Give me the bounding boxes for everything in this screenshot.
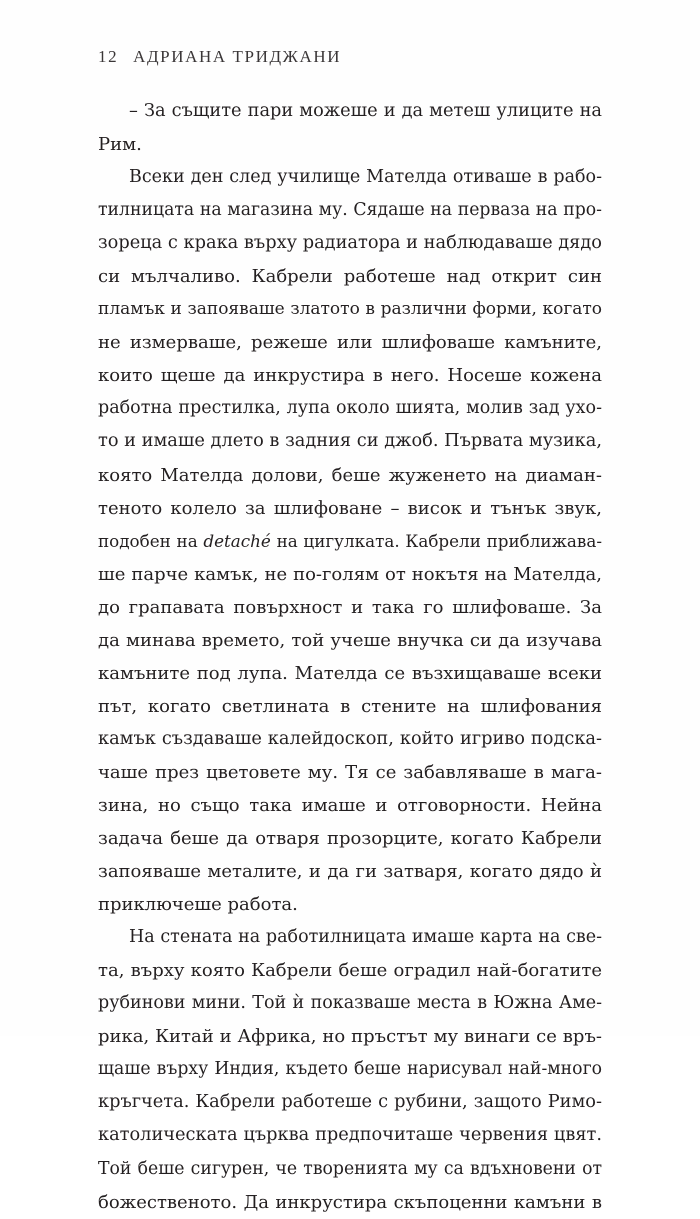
text-line: теното колело за шлифоване – висок и тънък звук, xyxy=(98,497,602,519)
text-line-mixed xyxy=(98,525,602,558)
running-header xyxy=(98,47,341,67)
text-line: зина, но също така имаше и отговорности. Нейна xyxy=(98,794,602,816)
text-line: да минава времето, той учеше внучка си да изучава xyxy=(98,629,602,651)
text-line: пламък и запояваше златото в различни форми, когато xyxy=(98,299,602,320)
text-line: задача беше да отваря прозорците, когато Кабрели xyxy=(98,828,602,850)
author-name: АДРИАНА ТРИДЖАНИ xyxy=(133,47,342,66)
text-line: католическата църква предпочиташе червения цвят. xyxy=(98,1125,602,1146)
text-line: тилницата на магазина му. Сядаше на перваза на про- xyxy=(98,200,602,221)
text-line: път, когато светлината в стените на шлифования xyxy=(98,695,602,717)
text-line: камъните под лупа. Мателда се възхищаваше всеки xyxy=(98,662,602,684)
text-line: Рим. xyxy=(98,134,142,156)
text-line: та, върху която Кабрели беше оградил най-богатите xyxy=(98,960,602,982)
text-fragment: на цигулката. Кабрели приближава- xyxy=(270,530,602,551)
text-line: си мълчаливо. Кабрели работеше над открит син xyxy=(98,266,602,288)
text-fragment: подобен на xyxy=(98,530,204,551)
text-line: кръгчета. Кабрели работеше с рубини, защото Римо- xyxy=(98,1092,602,1113)
text-line: божественото. Да инкрустира скъпоценни камъни в xyxy=(98,1191,602,1213)
text-line: до грапавата повърхност и така го шлифоваше. За xyxy=(98,596,602,618)
italic-term: detaché xyxy=(203,530,271,551)
page-number: 12 xyxy=(98,47,119,66)
body-text xyxy=(98,95,602,1219)
text-line: щаше върху Индия, където беше нарисувал най-много xyxy=(98,1059,602,1080)
text-line: Всеки ден след училище Мателда отиваше в рабо- xyxy=(129,167,602,188)
text-line: рика, Китай и Африка, но пръстът му винаги се връ- xyxy=(98,1026,602,1048)
text-line: ше парче камък, не по-голям от нокътя на Мателда, xyxy=(98,563,602,585)
text-line: работна престилка, лупа около шията, молив зад ухо- xyxy=(98,398,602,419)
text-line: Той беше сигурен, че творенията му са вдъхновени от xyxy=(98,1158,602,1179)
text-line: които щеше да инкрустира в него. Носеше кожена xyxy=(98,365,602,387)
text-line: камък създаваше калейдоскоп, който игриво подска- xyxy=(98,728,602,749)
text-line: На стената на работилницата имаше карта на све- xyxy=(129,927,602,948)
text-line: не измерваше, режеше или шлифоваше камъните, xyxy=(98,332,602,354)
text-line: чаше през цветовете му. Тя се забавляваше в мага- xyxy=(98,761,602,783)
text-line: приключеше работа. xyxy=(98,894,298,916)
text-line: запояваше металите, и да ги затваря, когато дядо ѝ xyxy=(98,861,602,883)
text-line: то и имаше длето в задния си джоб. Първата музика, xyxy=(98,431,602,452)
text-line: зореца с крака върху радиатора и наблюдаваше дядо xyxy=(98,233,602,254)
text-line: рубинови мини. Той ѝ показваше места в Южна Аме- xyxy=(98,993,602,1014)
text-line: – За същите пари можеше и да метеш улиците на xyxy=(129,101,602,121)
text-line: която Мателда долови, беше жуженето на диаман- xyxy=(98,464,602,486)
